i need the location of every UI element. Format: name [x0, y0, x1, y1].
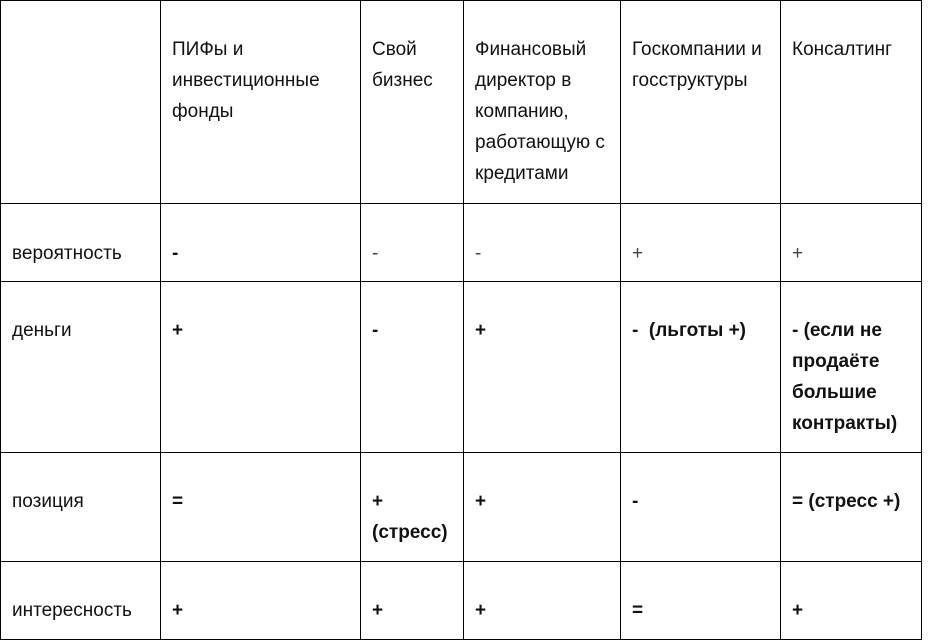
table-cell: + — [621, 204, 781, 282]
table-cell: + — [161, 282, 361, 453]
table-cell: + — [464, 453, 621, 562]
table-cell: - — [361, 204, 464, 282]
row-label: интересность — [1, 562, 161, 640]
header-cell-cfo: Финансовый директор в компанию, работающую с кредитами — [464, 1, 621, 204]
row-label: деньги — [1, 282, 161, 453]
table-cell: + — [161, 562, 361, 640]
row-label: позиция — [1, 453, 161, 562]
header-cell-consulting: Консалтинг — [781, 1, 922, 204]
table-cell: - — [361, 282, 464, 453]
table-cell: = — [621, 562, 781, 640]
row-label: вероятность — [1, 204, 161, 282]
header-row — [1, 1, 922, 204]
table-row — [1, 282, 922, 453]
table-cell: + — [464, 282, 621, 453]
table-cell: - — [464, 204, 621, 282]
table-cell: - (если не продаёте большие контракты) — [781, 282, 922, 453]
table-cell: + — [781, 562, 922, 640]
table-cell: - — [621, 453, 781, 562]
table-row — [1, 204, 922, 282]
table-cell: = (стресс +) — [781, 453, 922, 562]
table-cell: + — [361, 562, 464, 640]
table-cell: = — [161, 453, 361, 562]
table-cell: - (льготы +) — [621, 282, 781, 453]
header-cell-own-business: Свой бизнес — [361, 1, 464, 204]
table-cell: - — [161, 204, 361, 282]
table-cell: + — [464, 562, 621, 640]
header-cell-state: Госкомпании и госструктуры — [621, 1, 781, 204]
table-cell: + — [781, 204, 922, 282]
table-cell: + (стресс) — [361, 453, 464, 562]
table-row — [1, 453, 922, 562]
table-row — [1, 562, 922, 640]
header-cell-empty — [1, 1, 161, 204]
header-cell-funds: ПИФы и инвестиционные фонды — [161, 1, 361, 204]
